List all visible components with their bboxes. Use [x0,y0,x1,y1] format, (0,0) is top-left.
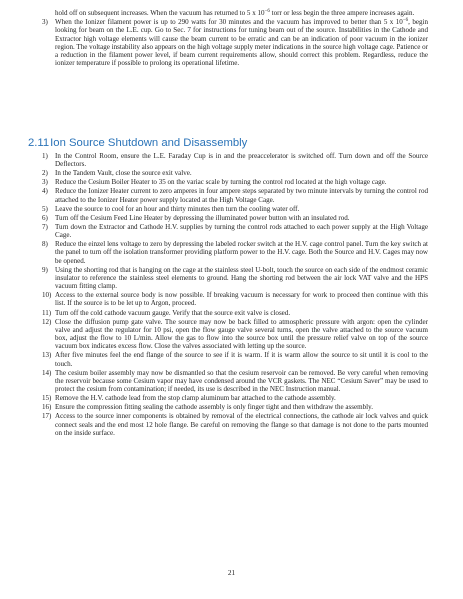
item-number: 15) [42,394,52,403]
list-item [28,318,428,351]
item-text: After five minutes feel the end flange of the source to see if it is warm. If it is warm allow the source to sit until it is cool to the touch. [55,351,428,368]
item-number: 12) [42,317,52,326]
item-3-text-a: When the Ionizer filament power is up to 290 watts for 30 minutes and the vacuum has improved to better than 5 x 10 [55,18,403,27]
item-text: Access to the external source body is now possible. If breaking vacuum is necessary for work to proceed then continue with this list. If the source is to be let up to Argon, proceed. [55,291,428,308]
list-item [28,169,428,177]
list-item [28,309,428,317]
item-number: 6) [42,213,48,222]
section-heading [28,136,247,150]
item-number: 16) [42,403,52,412]
item-number: 17) [42,412,52,421]
item-number: 14) [42,368,52,377]
shutdown-steps-list [28,152,428,438]
list-item [28,205,428,213]
item-number: 11) [42,308,52,317]
list-item-3 [28,18,428,67]
item-text: Turn off the Cesium Feed Line Heater by depressing the illuminated power button with an insulated rod. [55,213,350,222]
list-item [28,187,428,203]
page-number: 21 [227,568,236,577]
list-item [28,351,428,367]
item-2-tail-text-2: torr or less begin the three ampere increases again. [269,9,415,17]
item-number: 7) [42,222,48,231]
item-text: The cesium boiler assembly may now be dismantled so that the cesium reservoir can be removed. Be very careful when removing the reservoir because some Cesium vapor may have condensed around the VCR gaskets. The NEC “Cesium Saver” may be used to protect the cesium from contamination; if needed, its use is described in the NEC Instruction manual. [55,368,428,394]
item-number: 3) [42,178,48,187]
list-item [28,152,428,168]
item-number: 3) [42,18,48,27]
list-item [28,369,428,394]
continued-list [28,9,428,68]
item-text: Close the diffusion pump gate valve. The source may now be back filled to atmospheric pressure with argon: open the cylinder valve and adjust the regulator for 10 psi, open the flow gauge valve several turns, open the valve attached to the source vacuum box, adjust the flow to 10 L/min. Allow the gas to flow into the source box until the pressure relief valve on top of the source vacuum box indicates excess flow. Close the valves associated with letting up the source. [55,317,428,351]
item-2-tail-text: hold off on subsequent increases. When the vacuum has returned to 5 x 10 [55,9,265,17]
item-text: Remove the H.V. cathode lead from the stop clamp aluminum bar attached to the cathode assembly. [55,394,336,403]
exponent: −6 [402,18,409,24]
list-item [28,214,428,222]
item-text: Turn off the cold cathode vacuum gauge. Verify that the source exit valve is closed. [55,308,291,317]
list-item [28,394,428,402]
list-item [28,240,428,265]
section-number: 2.11 [28,137,50,149]
item-number: 2) [42,169,48,178]
list-item [28,266,428,291]
item-number: 5) [42,204,48,213]
item-number: 10) [42,291,52,300]
item-number: 13) [42,351,52,360]
item-text: Turn down the Extractor and Cathode H.V. supplies by turning the control rods attached to each power supply at the High Voltage Cage. [55,222,428,240]
item-2-continuation [28,9,428,17]
list-item [28,412,428,437]
item-text: Access to the source inner components is obtained by removal of the electrical connections, the cathode air lock valves and quick connect seals and the end most 12 hole flange. Be careful on removing the flange so that damage is not done to the parts mounted on the inside surface. [55,412,428,437]
item-number: 8) [42,240,48,249]
list-item [28,178,428,186]
list-item [28,291,428,307]
section-title: Ion Source Shutdown and Disassembly [50,137,248,149]
exponent: −6 [264,9,270,14]
item-text: Reduce the Cesium Boiler Heater to 35 on the variac scale by turning the control rod located at the high voltage cage. [55,178,387,187]
item-text: In the Control Room, ensure the L.E. Faraday Cup is in and the preaccelerator is switched off. Turn down and off the Source Deflectors. [55,152,428,169]
item-text: Ensure the compression fitting sealing the cathode assembly is only finger tight and then withdraw the assembly. [55,403,373,412]
item-text: Reduce the einzel lens voltage to zero by depressing the labeled rocker switch at the H.V. cage control panel. Turn the key switch at the panel to turn off the isolation transformer providing platform power to the H.V. cage. Both the Source and H.V. Cages may now be opened. [55,240,428,265]
list-item [28,403,428,411]
item-number: 1) [42,152,48,160]
list-item [28,223,428,239]
item-number: 9) [42,265,48,274]
item-3-text-b: , begin looking for beam on the L.E. cup. Go to Sec. 7 for instructions for tuning beam out of the source. Instabilities in the Cathode and Extractor high voltage elements will cause the beam current to be erratic and can be an indication of poor vacuum in the ionizer region. The voltage instability also appears on the high voltage supply meter indications in the source high voltage cage. Patience or a reduction in the filament power level, if beam current requirements allow, should correct this problem. Regardless, reduce the ionizer temperature if possible to prolong its operational lifetime. [55,18,428,68]
item-text: In the Tandem Vault, close the source exit valve. [55,169,192,178]
item-number: 4) [42,187,48,196]
item-text: Leave the source to cool for an hour and thirty minutes then turn the cooling water off. [55,204,300,213]
item-text: Reduce the Ionizer Heater current to zero amperes in four ampere steps separated by two minute intervals by turning the control rod attached to the Ionizer Heater power supply located at the High Voltage Cage. [55,187,428,204]
item-text: Using the shorting rod that is hanging on the cage at the stainless steel U-bolt, touch the source on each side of the endmost ceramic insulator to reference the stainless steel elements to ground. Hang the shorting rod between the air lock VAT valve and the HPS vacuum fitting clamp. [55,265,428,291]
